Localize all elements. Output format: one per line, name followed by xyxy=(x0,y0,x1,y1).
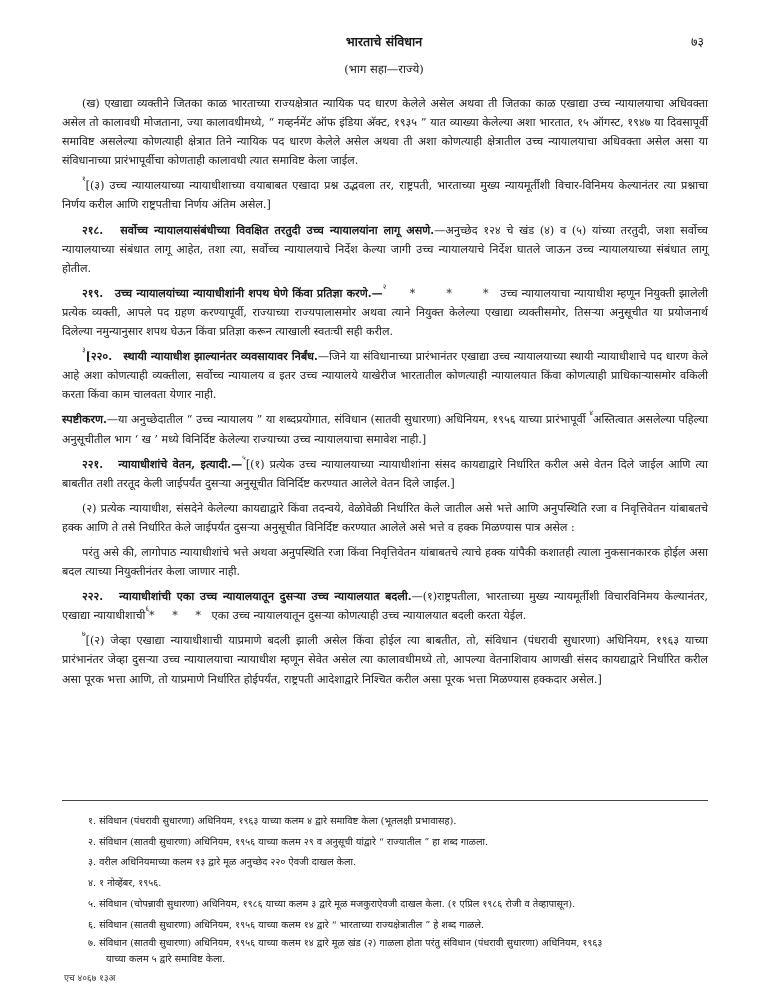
footnote-continuation: याच्या कलम ५ द्वारे समाविष्ट केला. xyxy=(106,954,226,966)
footnote-item: ५. संविधान (चोपन्नावी सुधारणा) अधिनियम, १९८६ याच्या कलम ३ द्वारे मूळ मजकुराऐवजी दाखल केला. (१ एप्रिल १९८६ रोजी व तेव्हापासून). xyxy=(88,898,576,910)
explanation-heading: स्पष्टीकरण. xyxy=(62,413,107,427)
article-221-proviso: परंतु असे की, लागोपाठ न्यायाधीशांचे भत्ते अथवा अनुपस्थिति रजा किंवा निवृत्तिवेतन यांबाबतचे त्याचे हक्क यांपैकी कशातही त्याला नुकसानकारक होईल असा बदल त्याच्या नियुक्तीनंतर केला जाणार नाही. xyxy=(62,545,708,579)
footnotes xyxy=(88,812,708,968)
article-222: २२२. न्यायाधीशांची एका उच्च न्यायालयातून दुसऱ्या उच्च न्यायालयात बदली.—(१)राष्ट्रपतीला, भारताच्या मुख्य न्यायमूर्तीशी विचारविनिमय केल्यानंतर, एखाद्या न्यायाधीशाची$^६$* * * एका उच्च न्यायालयातून दुसऱ्या कोणत्याही उच्च न्यायालयात बदली करता येईल. xyxy=(62,590,708,623)
article-heading: स्थायी न्यायाधीश झाल्यानंतर व्यवसायावर निर्बंध. xyxy=(123,350,318,364)
footnote-item: १. संविधान (पंधरावी सुधारणा) अधिनियम, १९६३ याच्या कलम ४ द्वारे समाविष्ट केला (भूतलक्षी प्रभावासह). xyxy=(88,816,457,827)
paragraph-clause-3: $^१$[(३) उच्च न्यायालयाच्या न्यायाधीशाच्या वयाबाबत एखादा प्रश्न उद्भवला तर, राष्ट्रपती, भारताच्या मुख्य न्यायमूर्तीशी विचार-विनिमय केल्यानंतर त्या प्रश्नाचा निर्णय करील आणि राष्ट्रपतीचा निर्णय अंतिम असेल.] xyxy=(62,175,708,212)
footnote-item: ४. १ नोव्हेंबर, १९५६. xyxy=(88,878,162,890)
print-code: एच ४०६७ १३अ xyxy=(64,974,116,984)
footnote-ref: ३ xyxy=(82,346,86,355)
footnote-item: ६. संविधान (सातवी सुधारणा) अधिनियम, १९५६ याच्या कलम १४ द्वारे “ भारताच्या राज्यक्षेत्रातील ” हे शब्द गाळले. xyxy=(88,919,485,931)
omission-stars: * * * xyxy=(409,286,489,300)
article-heading: न्यायाधीशांचे वेतन, इत्यादी. xyxy=(118,457,232,471)
article-number: २१८. xyxy=(82,223,104,237)
footnote-ref: ७ xyxy=(82,630,86,639)
footnote-divider xyxy=(62,800,708,801)
omission-stars: * * * xyxy=(149,609,201,623)
article-222-clause-2: $^७$[(२) जेव्हा एखाद्या न्यायाधीशाची याप्रमाणे बदली झाली असेल किंवा होईल त्या बाबतीत, तो, संविधान (पंधरावी सुधारणा) अधिनियम, १९६३ याच्या प्रारंभानंतर जेव्हा दुसऱ्या उच्च न्यायालयाचा न्यायाधीश म्हणून सेवेत असेल त्या कालावधीमध्ये तो, आपल्या वेतनाशिवाय आणखी संसद कायद्याद्वारे निर्धारित करील असा पूरक भत्ता आणि, तो याप्रमाणे निर्धारित होईपर्यंत, राष्ट्रपती आदेशाद्वारे निश्चित करील असा पूरक भत्ता मिळण्यास हक्कदार असेल.] xyxy=(62,630,708,686)
article-number: २१९. xyxy=(82,286,104,300)
page-subtitle: (भाग सहा—राज्ये) xyxy=(344,62,424,76)
footnote-item: २. संविधान (सातवी सुधारणा) अधिनियम, १९५६ याच्या कलम २९ व अनुसूची यांद्वारे “ राज्यातील ” हा शब्द गाळला. xyxy=(88,836,489,848)
article-heading: न्यायाधीशांची एका उच्च न्यायालयातून दुसऱ्या उच्च न्यायालयात बदली. xyxy=(119,590,412,604)
footnote-ref: १ xyxy=(82,175,86,184)
footnote-ref: ४ xyxy=(589,409,593,418)
footnote-item: ७. संविधान (सातवी सुधारणा) अधिनियम, १९५६ याच्या कलम १४ द्वारे मूळ खंड (२) गाळला होता परंतु संविधान (पंधरावी सुधारणा) अधिनियम, १९६३ xyxy=(88,938,603,950)
footnote-ref: ५ xyxy=(242,453,246,462)
article-heading: उच्च न्यायालयांच्या न्यायाधीशांनी शपथ घेणे किंवा प्रतिज्ञा करणे. xyxy=(114,286,372,300)
article-218: २१८. सर्वोच्च न्यायालयासंबंधीच्या विवक्षित तरतुदी उच्च न्यायालयांना लागू असणे.—अनुच्छेद १२४ चे खंड (४) व (५) यांच्या तरतुदी, जशा सर्वोच्च न्यायालयाच्या संबंधात लागू आहेत, तशा त्या, सर्वोच्च न्यायालयाचे निर्देश केल्या जागी उच्च न्यायालयाचे निर्देश घातले जाऊन उच्च न्यायालयाच्या संबंधात लागू होतील. xyxy=(62,223,708,275)
document-body xyxy=(62,94,708,695)
article-220: $^३$[२२०. स्थायी न्यायाधीश झाल्यानंतर व्यवसायावर निर्बंध.—जिने या संविधानाच्या प्रारंभानंतर एखाद्या उच्च न्यायालयाच्या स्थायी न्यायाधीशाचे पद धारण केले आहे अशा कोणत्याही व्यक्तीला, सर्वोच्च न्यायालय व इतर उच्च न्यायालये याखेरीज भारतातील कोणत्याही न्यायालयात किंवा कोणत्याही प्राधिकाऱ्यासमोर वकिली करता किंवा काम चालवता येणार नाही. xyxy=(62,346,708,402)
footnote-ref: २ xyxy=(382,282,387,291)
article-221-clause-2: (२) प्रत्येक न्यायाधीश, संसदेने केलेल्या कायद्याद्वारे किंवा तदन्वये, वेळोवेळी निर्धारित केले जातील असे भत्ते आणि अनुपस्थिति रजा व निवृत्तिवेतन यांबाबतचे हक्क आणि ते तसे निर्धारित केले जाईपर्यंत दुसऱ्या अनुसूचीत विनिर्दिष्ट करण्यात आलेले असे भत्ते व हक्क मिळण्यास पात्र असेल : xyxy=(62,501,708,534)
article-219: २१९. उच्च न्यायालयांच्या न्यायाधीशांनी शपथ घेणे किंवा प्रतिज्ञा करणे.—$^२$ * * * उच्च न्यायालयाचा न्यायाधीश म्हणून नियुक्ती झालेली प्रत्येक व्यक्ती, आपले पद ग्रहण करण्यापूर्वी, राज्याच्या राज्यपालासमोर अथवा त्याने नियुक्त केलेल्या एखाद्या व्यक्तीसमोर, तिसऱ्या अनुसूचीत या प्रयोजनार्थ दिलेल्या नमुन्यानुसार शपथ घेऊन किंवा प्रतिज्ञा करून त्याखाली स्वतःची सही करील. xyxy=(62,282,709,339)
article-221: २२१. न्यायाधीशांचे वेतन, इत्यादी.—$^५$[(१) प्रत्येक उच्च न्यायालयाच्या न्यायाधीशांना संसद कायद्याद्वारे निर्धारित करील असे वेतन दिले जाईल आणि त्या बाबतीत तशी तरतूद केली जाईपर्यंत दुसऱ्या अनुसूचीत विनिर्दिष्ट करण्यात आलेले वेतन दिले जाईल.] xyxy=(62,453,708,490)
page-number: ७३ xyxy=(690,34,704,49)
explanation: स्पष्टीकरण.—या अनुच्छेदातील “ उच्च न्यायालय ” या शब्दप्रयोगात, संविधान (सातवी सुधारणा) अधिनियम, १९५६ याच्या प्रारंभापूर्वी $^४$अस्तित्वात असलेल्या पहिल्या अनुसूचीतील भाग ‘ ख ’ मध्ये विनिर्दिष्ट केलेल्या राज्याच्या उच्च न्यायालयाचा समावेश नाही.] xyxy=(62,409,708,446)
paragraph-clause-b: (ख) एखाद्या व्यक्तीने जितका काळ भारताच्या राज्यक्षेत्रात न्यायिक पद धारण केलेले असेल अथवा ती जितका काळ एखाद्या उच्च न्यायालयाचा अधिवक्ता असेल तो कालावधी मोजताना, ज्या कालावधीमध्ये, “ गव्हर्नमेंट ऑफ इंडिया अ‍ॅक्ट, १९३५ ” यात व्याख्या केलेल्या अशा भारतात, १५ ऑगस्ट, १९४७ या दिवसापूर्वी समाविष्ट असलेल्या कोणत्याही क्षेत्रात तिने न्यायिक पद धारण केलेले असेल अथवा ती अशा कोणत्याही क्षेत्रातील उच्च न्यायालयाचा अधिवक्ता असेल असा या संविधानाच्या प्रारंभापूर्वीचा कोणताही कालावधी त्यात समाविष्ट केला जाईल. xyxy=(62,97,708,168)
footnote-item: ३. वरील अधिनियमाच्या कलम १३ द्वारे मूळ अनुच्छेद २२० ऐवजी दाखल केला. xyxy=(88,857,357,869)
article-number: २२२. xyxy=(82,590,104,604)
article-number: [२२०. xyxy=(85,350,113,364)
page-title: भारताचे संविधान xyxy=(345,34,423,49)
footnote-ref: ६ xyxy=(145,605,150,614)
article-heading: सर्वोच्च न्यायालयासंबंधीच्या विवक्षित तरतुदी उच्च न्यायालयांना लागू असणे. xyxy=(120,223,435,237)
article-number: २२१. xyxy=(82,457,104,471)
